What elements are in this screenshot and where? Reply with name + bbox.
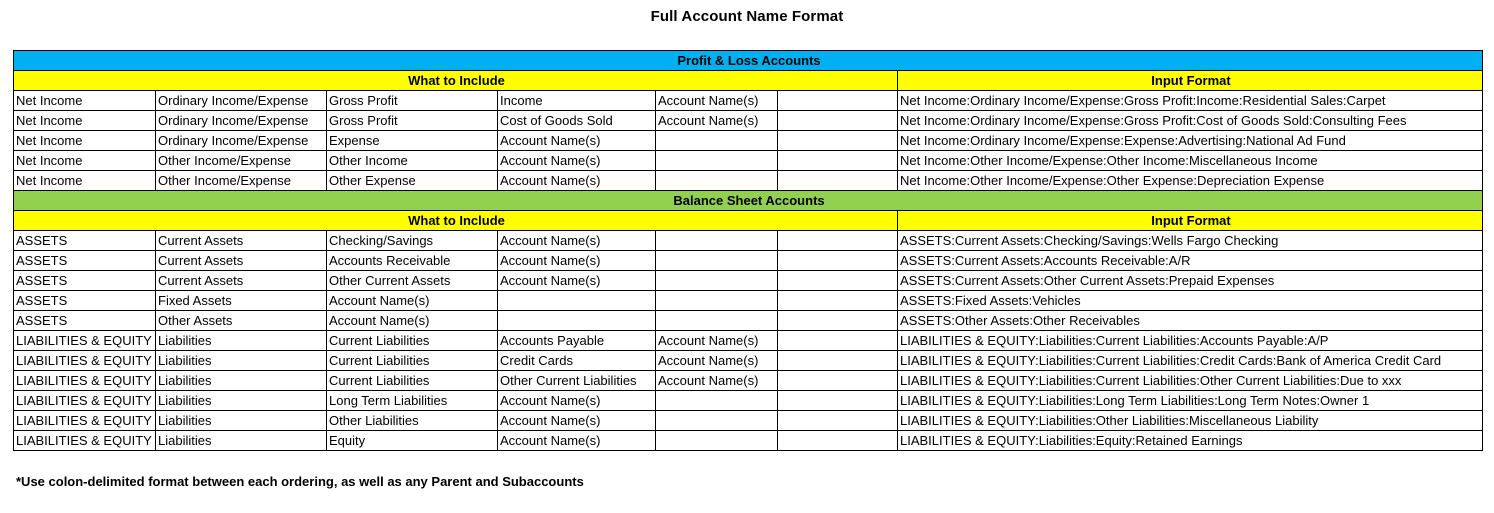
- table-cell[interactable]: Current Liabilities: [327, 351, 498, 371]
- pl-section-title[interactable]: Profit & Loss Accounts: [14, 51, 1483, 71]
- table-row: [14, 111, 1483, 131]
- table-cell[interactable]: [778, 271, 898, 291]
- table-cell[interactable]: Account Name(s): [656, 111, 778, 131]
- table-cell[interactable]: ASSETS: [14, 231, 156, 251]
- page-title: Full Account Name Format: [650, 8, 844, 25]
- table-cell[interactable]: Current Assets: [156, 231, 327, 251]
- table-cell[interactable]: Equity: [327, 431, 498, 451]
- table-cell[interactable]: [778, 151, 898, 171]
- table-cell[interactable]: [656, 411, 778, 431]
- table-cell[interactable]: Ordinary Income/Expense: [156, 131, 327, 151]
- table-cell[interactable]: LIABILITIES & EQUITY: [14, 431, 156, 451]
- table-cell[interactable]: Other Current Liabilities: [498, 371, 656, 391]
- table-row: [14, 151, 1483, 171]
- table-cell[interactable]: Net Income: [14, 151, 156, 171]
- table-cell[interactable]: Net Income:Other Income/Expense:Other Expense:Depreciation Expense: [898, 171, 1483, 191]
- table-cell[interactable]: LIABILITIES & EQUITY: [14, 391, 156, 411]
- table-cell[interactable]: Other Liabilities: [327, 411, 498, 431]
- table-cell[interactable]: ASSETS: [14, 251, 156, 271]
- table-cell[interactable]: Account Name(s): [498, 411, 656, 431]
- table-cell[interactable]: LIABILITIES & EQUITY:Liabilities:Current Liabilities:Credit Cards:Bank of America Credit Card: [898, 351, 1483, 371]
- footnote: *Use colon-delimited format between each ordering, as well as any Parent and Subaccounts: [16, 474, 584, 489]
- table-cell[interactable]: Account Name(s): [656, 91, 778, 111]
- bs-section-header-row: [14, 191, 1483, 211]
- table-cell[interactable]: Expense: [327, 131, 498, 151]
- bs-column-header-row: [14, 211, 1483, 231]
- table-cell[interactable]: Account Name(s): [656, 371, 778, 391]
- table-cell[interactable]: Liabilities: [156, 371, 327, 391]
- table-cell[interactable]: [656, 131, 778, 151]
- table-cell[interactable]: [778, 131, 898, 151]
- table-cell[interactable]: Account Name(s): [498, 431, 656, 451]
- table-cell[interactable]: [498, 311, 656, 331]
- table-cell[interactable]: Other Current Assets: [327, 271, 498, 291]
- table-cell[interactable]: Net Income: [14, 111, 156, 131]
- table-cell[interactable]: Account Name(s): [498, 171, 656, 191]
- table-cell[interactable]: [778, 371, 898, 391]
- table-cell[interactable]: Other Income/Expense: [156, 151, 327, 171]
- table-cell[interactable]: [778, 311, 898, 331]
- table-cell[interactable]: [778, 351, 898, 371]
- table-cell[interactable]: ASSETS: [14, 311, 156, 331]
- table-cell[interactable]: Other Assets: [156, 311, 327, 331]
- table-cell[interactable]: LIABILITIES & EQUITY: [14, 351, 156, 371]
- table-cell[interactable]: LIABILITIES & EQUITY: [14, 411, 156, 431]
- table-cell[interactable]: Accounts Receivable: [327, 251, 498, 271]
- table-row: [14, 131, 1483, 151]
- table-row: [14, 351, 1483, 371]
- table-cell[interactable]: [656, 231, 778, 251]
- table-cell[interactable]: Ordinary Income/Expense: [156, 111, 327, 131]
- table-cell[interactable]: Net Income:Ordinary Income/Expense:Expense:Advertising:National Ad Fund: [898, 131, 1483, 151]
- table-row: [14, 231, 1483, 251]
- table-cell[interactable]: Net Income:Ordinary Income/Expense:Gross Profit:Income:Residential Sales:Carpet: [898, 91, 1483, 111]
- table-cell[interactable]: ASSETS:Current Assets:Other Current Assets:Prepaid Expenses: [898, 271, 1483, 291]
- table-cell[interactable]: Account Name(s): [656, 331, 778, 351]
- table-cell[interactable]: Other Income: [327, 151, 498, 171]
- table-cell[interactable]: Current Assets: [156, 271, 327, 291]
- table-cell[interactable]: [778, 331, 898, 351]
- table-cell[interactable]: [656, 151, 778, 171]
- table-cell[interactable]: [656, 271, 778, 291]
- table-cell[interactable]: [778, 391, 898, 411]
- table-cell[interactable]: Account Name(s): [327, 311, 498, 331]
- table-row: [14, 91, 1483, 111]
- table-cell[interactable]: ASSETS:Current Assets:Accounts Receivable:A/R: [898, 251, 1483, 271]
- table-row: [14, 311, 1483, 331]
- table-row: [14, 371, 1483, 391]
- table-cell[interactable]: Net Income:Ordinary Income/Expense:Gross Profit:Cost of Goods Sold:Consulting Fees: [898, 111, 1483, 131]
- bs-section-title[interactable]: Balance Sheet Accounts: [14, 191, 1483, 211]
- table-cell[interactable]: [778, 231, 898, 251]
- table-cell[interactable]: Liabilities: [156, 431, 327, 451]
- table-cell[interactable]: [656, 431, 778, 451]
- table-cell[interactable]: Ordinary Income/Expense: [156, 91, 327, 111]
- table-cell[interactable]: [778, 411, 898, 431]
- table-cell[interactable]: Other Expense: [327, 171, 498, 191]
- table-cell[interactable]: Liabilities: [156, 411, 327, 431]
- table-row: [14, 291, 1483, 311]
- table-cell[interactable]: ASSETS:Current Assets:Checking/Savings:Wells Fargo Checking: [898, 231, 1483, 251]
- table-cell[interactable]: Current Liabilities: [327, 331, 498, 351]
- table-cell[interactable]: [778, 291, 898, 311]
- table-cell[interactable]: Gross Profit: [327, 111, 498, 131]
- table-cell[interactable]: Liabilities: [156, 331, 327, 351]
- pl-input-format-header[interactable]: Input Format: [898, 71, 1483, 91]
- table-cell[interactable]: [498, 291, 656, 311]
- pl-what-to-include-header[interactable]: What to Include: [14, 71, 898, 91]
- table-cell[interactable]: Liabilities: [156, 391, 327, 411]
- table-cell[interactable]: LIABILITIES & EQUITY:Liabilities:Equity:Retained Earnings: [898, 431, 1483, 451]
- bs-what-to-include-header[interactable]: What to Include: [14, 211, 898, 231]
- table-cell[interactable]: [778, 251, 898, 271]
- table-row: [14, 431, 1483, 451]
- table-cell[interactable]: LIABILITIES & EQUITY: [14, 331, 156, 351]
- table-cell[interactable]: Current Liabilities: [327, 371, 498, 391]
- table-cell[interactable]: LIABILITIES & EQUITY:Liabilities:Current Liabilities:Other Current Liabilities:Due to xxx: [898, 371, 1483, 391]
- table-cell[interactable]: Credit Cards: [498, 351, 656, 371]
- table-cell[interactable]: [656, 291, 778, 311]
- table-cell[interactable]: LIABILITIES & EQUITY:Liabilities:Current Liabilities:Accounts Payable:A/P: [898, 331, 1483, 351]
- table-cell[interactable]: Liabilities: [156, 351, 327, 371]
- table-cell[interactable]: Fixed Assets: [156, 291, 327, 311]
- table-row: [14, 411, 1483, 431]
- pl-section-header-row: [14, 51, 1483, 71]
- table-cell[interactable]: Account Name(s): [498, 151, 656, 171]
- table-cell[interactable]: Current Assets: [156, 251, 327, 271]
- table-cell[interactable]: [778, 431, 898, 451]
- table-body: [14, 51, 1483, 451]
- table-cell[interactable]: Checking/Savings: [327, 231, 498, 251]
- table-cell[interactable]: Account Name(s): [327, 291, 498, 311]
- table-cell[interactable]: [778, 171, 898, 191]
- table-cell[interactable]: Long Term Liabilities: [327, 391, 498, 411]
- table-cell[interactable]: ASSETS: [14, 271, 156, 291]
- table-cell[interactable]: Income: [498, 91, 656, 111]
- table-row: [14, 331, 1483, 351]
- table-cell[interactable]: [778, 91, 898, 111]
- table-row: [14, 391, 1483, 411]
- table-cell[interactable]: Net Income: [14, 91, 156, 111]
- table-cell[interactable]: Account Name(s): [656, 351, 778, 371]
- table-cell[interactable]: LIABILITIES & EQUITY:Liabilities:Long Term Liabilities:Long Term Notes:Owner 1: [898, 391, 1483, 411]
- table-cell[interactable]: Net Income: [14, 131, 156, 151]
- account-format-table: [13, 50, 1483, 451]
- table-cell[interactable]: Net Income: [14, 171, 156, 191]
- table-cell[interactable]: ASSETS:Fixed Assets:Vehicles: [898, 291, 1483, 311]
- table-row: [14, 271, 1483, 291]
- table-cell[interactable]: [778, 111, 898, 131]
- table-cell[interactable]: LIABILITIES & EQUITY: [14, 371, 156, 391]
- table-cell[interactable]: Net Income:Other Income/Expense:Other Income:Miscellaneous Income: [898, 151, 1483, 171]
- table-cell[interactable]: [656, 251, 778, 271]
- table-row: [14, 171, 1483, 191]
- table-cell[interactable]: ASSETS: [14, 291, 156, 311]
- table-cell[interactable]: Account Name(s): [498, 231, 656, 251]
- table-cell[interactable]: Gross Profit: [327, 91, 498, 111]
- table-cell[interactable]: [656, 391, 778, 411]
- table-cell[interactable]: ASSETS:Other Assets:Other Receivables: [898, 311, 1483, 331]
- table-cell[interactable]: LIABILITIES & EQUITY:Liabilities:Other Liabilities:Miscellaneous Liability: [898, 411, 1483, 431]
- table-cell[interactable]: Other Income/Expense: [156, 171, 327, 191]
- table-cell[interactable]: Cost of Goods Sold: [498, 111, 656, 131]
- table-row: [14, 251, 1483, 271]
- pl-column-header-row: [14, 71, 1483, 91]
- table-cell[interactable]: Accounts Payable: [498, 331, 656, 351]
- table-cell[interactable]: Account Name(s): [498, 131, 656, 151]
- table-cell[interactable]: Account Name(s): [498, 271, 656, 291]
- table-cell[interactable]: Account Name(s): [498, 391, 656, 411]
- bs-input-format-header[interactable]: Input Format: [898, 211, 1483, 231]
- table-cell[interactable]: [656, 311, 778, 331]
- table-cell[interactable]: Account Name(s): [498, 251, 656, 271]
- table-cell[interactable]: [656, 171, 778, 191]
